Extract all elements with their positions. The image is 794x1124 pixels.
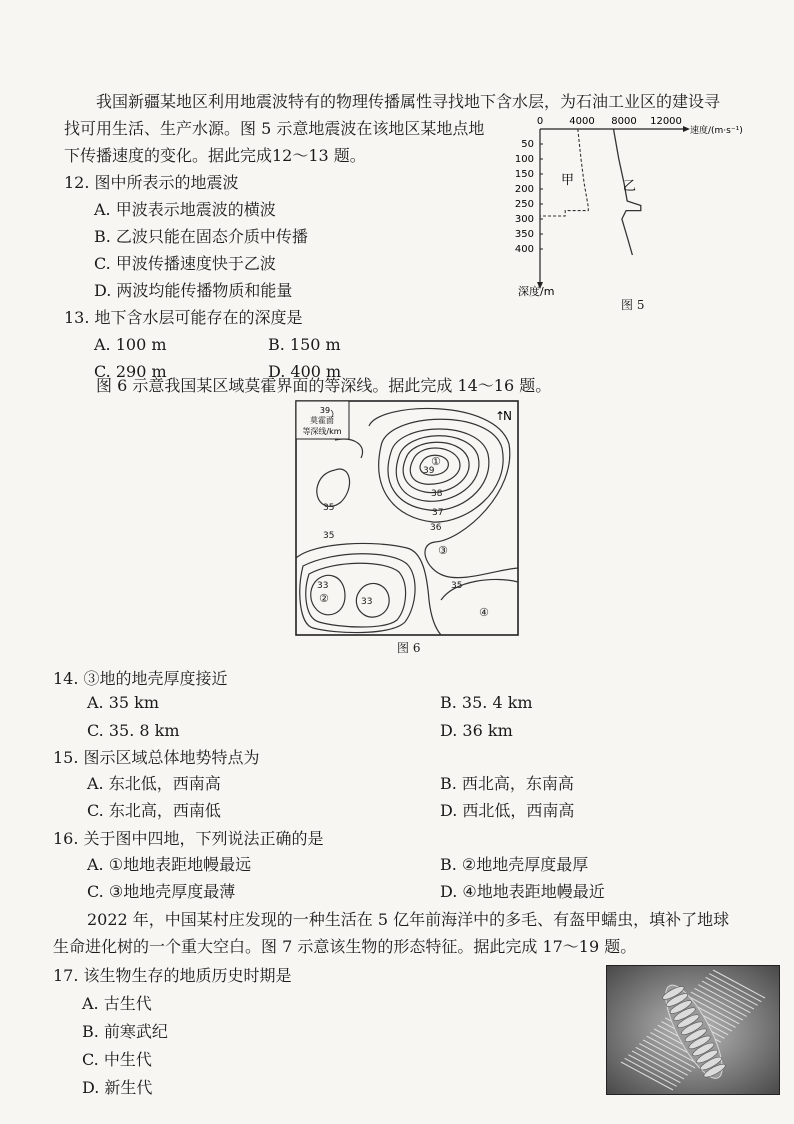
fig5-x-tick-0: 0 xyxy=(536,116,544,127)
fig5-x-arrow xyxy=(683,126,690,132)
figure-6-map xyxy=(295,400,519,636)
fig6-label-35-b: 35 xyxy=(323,531,335,541)
q15-option-c: C. 东北高，西南低 xyxy=(87,801,221,820)
q17-option-d: D. 新生代 xyxy=(82,1078,153,1097)
fig5-y-tick-1: 100 xyxy=(514,154,534,165)
fig5-y-tick-4: 250 xyxy=(514,199,534,210)
q17-option-a: A. 古生代 xyxy=(82,994,152,1013)
fig6-legend-line1: 莫霍面 xyxy=(310,416,334,425)
fig5-x-tick-3: 12000 xyxy=(650,116,682,127)
intro-line-2: 找可用生活、生产水源。图 5 示意地震波在该地区某地点地 xyxy=(64,119,485,138)
contour-35-west xyxy=(317,469,350,506)
contour-36 xyxy=(379,419,503,522)
contour-ne xyxy=(335,439,363,458)
fig6-label-35-a: 35 xyxy=(323,503,335,513)
fig5-caption: 图 5 xyxy=(621,298,645,312)
q14-option-a: A. 35 km xyxy=(87,693,160,712)
figure-5-chart xyxy=(498,112,760,322)
q17-stem: 17. 该生物生存的地质历史时期是 xyxy=(53,966,292,985)
q14-option-c: C. 35. 8 km xyxy=(87,721,180,740)
fig6-label-35-c: 35 xyxy=(451,581,463,591)
q17-option-c: C. 中生代 xyxy=(82,1050,152,1069)
figure-7-photo xyxy=(606,965,780,1095)
q12-option-a: A. 甲波表示地震波的横波 xyxy=(94,200,276,219)
fig5-y-tick-0: 50 xyxy=(521,139,534,150)
fig5-y-tick-7: 400 xyxy=(514,244,534,255)
intro-2: 图 6 示意我国某区域莫霍界面的等深线。据此完成 14～16 题。 xyxy=(96,376,552,395)
q12-option-b: B. 乙波只能在固态介质中传播 xyxy=(94,227,308,246)
fig6-label-39: 39 xyxy=(423,466,435,476)
fig6-legend-value: 39 xyxy=(319,406,331,415)
fig6-label-33-b: 33 xyxy=(361,597,373,607)
fig6-point-1: ① xyxy=(431,455,441,468)
q15-stem: 15. 图示区域总体地势特点为 xyxy=(53,748,260,767)
fig5-y-label: 深度/m xyxy=(518,285,555,298)
q16-option-b: B. ②地地壳厚度最厚 xyxy=(440,855,589,874)
fig5-x-tick-2: 8000 xyxy=(611,116,637,127)
q15-option-d: D. 西北低，西南高 xyxy=(440,801,575,820)
fig5-y-tick-5: 300 xyxy=(514,214,534,225)
q15-option-b: B. 西北高，东南高 xyxy=(440,774,574,793)
fig5-y-tick-2: 150 xyxy=(514,169,534,180)
q12-option-d: D. 两波均能传播物质和能量 xyxy=(94,281,293,300)
q14-option-d: D. 36 km xyxy=(440,721,513,740)
fig5-y-tick-6: 350 xyxy=(514,229,534,240)
fig6-label-37: 37 xyxy=(432,508,444,518)
fig5-label-jia: 甲 xyxy=(561,173,575,188)
intro-3-line-1: 2022 年，中国某村庄发现的一种生活在 5 亿年前海洋中的多毛、有盔甲蠕虫，填补了地球 xyxy=(87,910,730,929)
q16-option-a: A. ①地地表距地幔最远 xyxy=(87,855,252,874)
q13-stem: 13. 地下含水层可能存在的深度是 xyxy=(64,308,303,327)
intro-3-line-2: 生命进化树的一个重大空白。图 7 示意该生物的形态特征。据此完成 17～19 题。 xyxy=(53,937,637,956)
fig6-contours xyxy=(296,408,518,635)
fig6-point-3: ③ xyxy=(438,544,448,557)
q15-option-a: A. 东北低，西南高 xyxy=(87,774,221,793)
intro-line-3: 下传播速度的变化。据此完成12～13 题。 xyxy=(64,146,366,165)
q13-option-c: C. 290 m xyxy=(94,362,167,381)
fig5-x-label: 速度/(m·s⁻¹) xyxy=(690,126,743,136)
q13-option-b: B. 150 m xyxy=(268,335,341,354)
fig6-point-2: ② xyxy=(319,592,329,605)
q16-option-d: D. ④地地表距地幔最近 xyxy=(440,882,605,901)
q13-option-d: D. 400 m xyxy=(268,362,342,381)
q13-option-a: A. 100 m xyxy=(94,335,167,354)
q17-option-b: B. 前寒武纪 xyxy=(82,1022,168,1041)
intro-line-1: 我国新疆某地区利用地震波特有的物理传播属性寻找地下含水层，为石油工业区的建设寻 xyxy=(96,92,721,111)
fig6-caption: 图 6 xyxy=(397,641,421,655)
q16-option-c: C. ③地地壳厚度最薄 xyxy=(87,882,236,901)
fig5-x-tick-1: 4000 xyxy=(569,116,595,127)
fig6-label-36: 36 xyxy=(430,523,442,533)
fig6-label-33-a: 33 xyxy=(317,581,329,591)
worm-image xyxy=(607,966,779,1094)
fig6-label-38: 38 xyxy=(431,489,443,499)
q12-option-c: C. 甲波传播速度快于乙波 xyxy=(94,254,276,273)
q16-stem: 16. 关于图中四地，下列说法正确的是 xyxy=(53,829,324,848)
fig5-label-yi: 乙 xyxy=(623,179,637,194)
q12-stem: 12. 图中所表示的地震波 xyxy=(64,173,239,192)
fig5-y-tick-3: 200 xyxy=(514,184,534,195)
fig6-point-4: ④ xyxy=(479,606,489,619)
q14-option-b: B. 35. 4 km xyxy=(440,693,533,712)
fig6-legend-line2: 等深线/km xyxy=(302,427,342,436)
north-arrow-icon: ↑ xyxy=(495,409,506,423)
fig6-north: N xyxy=(503,409,512,423)
q14-stem: 14. ③地的地壳厚度接近 xyxy=(53,669,228,688)
